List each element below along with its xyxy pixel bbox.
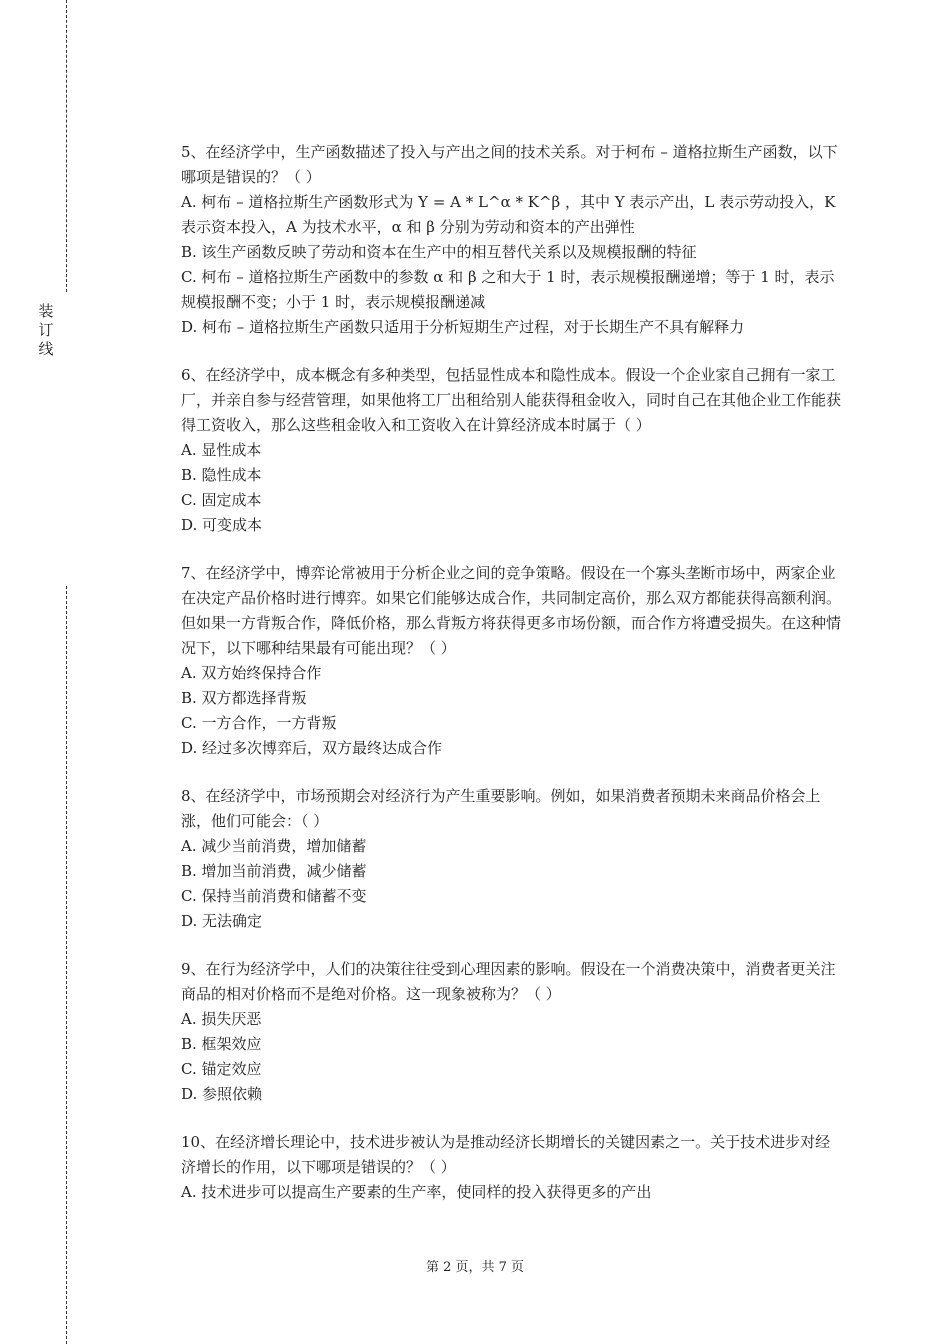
question-text: 6、在经济学中，成本概念有多种类型，包括显性成本和隐性成本。假设一个企业家自己拥有一家工厂，并亲自参与经营管理，如果他将工厂出租给别人能获得租金收入，同时自己在其他企业工作能获得工资收入，那么这些租金收入和工资收入在计算经济成本时属于（ ） [181,366,842,434]
option-a: A. 技术进步可以提高生产要素的生产率，使同样的投入获得更多的产出 [181,1183,652,1201]
page-number: 第 2 页，共 7 页 [425,1260,525,1275]
binding-label: 装订线 [38,302,54,358]
question-text: 9、在行为经济学中，人们的决策往往受到心理因素的影响。假设在一个消费决策中，消费者更关注商品的相对价格而不是绝对价格。这一现象被称为？（ ） [181,960,836,1003]
question-text: 7、在经济学中，博弈论常被用于分析企业之间的竞争策略。假设在一个寡头垄断市场中，两家企业在决定产品价格时进行博弈。如果它们能够达成合作，共同制定高价，那么双方都能获得高额利润。但如果一方背叛合作，降低价格，那么背叛方将获得更多市场份额，而合作方将遭受损失。在这种情况下，以下哪种结果最有可能出现？（ ） [181,564,842,657]
option-d: D. 柯布 – 道格拉斯生产函数只适用于分析短期生产过程，对于长期生产不具有解释力 [181,318,745,336]
option-c: C. 固定成本 [181,491,262,509]
option-b: B. 增加当前消费，减少储蓄 [181,862,367,880]
option-a: A. 双方始终保持合作 [181,664,322,682]
option-a: A. 减少当前消费，增加储蓄 [181,837,367,855]
binding-line-bottom [66,586,67,1344]
question-10 [181,1130,841,1205]
option-d: D. 经过多次博弈后，双方最终达成合作 [181,739,443,757]
option-d: D. 无法确定 [181,912,263,930]
question-7 [181,561,841,761]
option-a: A. 柯布 – 道格拉斯生产函数形式为 Y = A * L^α * K^β ，其中 Y 表示产出，L 表示劳动投入，K 表示资本投入，A 为技术水平，α 和 β 分别为劳动和资本的产出弹性 [181,193,836,236]
option-a: A. 损失厌恶 [181,1010,262,1028]
option-b: B. 隐性成本 [181,466,262,484]
option-d: D. 可变成本 [181,516,263,534]
question-text: 5、在经济学中，生产函数描述了投入与产出之间的技术关系。对于柯布 – 道格拉斯生产函数，以下哪项是错误的？（ ） [181,143,838,186]
question-8 [181,784,841,934]
question-text: 8、在经济学中，市场预期会对经济行为产生重要影响。例如，如果消费者预期未来商品价格会上涨，他们可能会：（ ） [181,787,821,830]
option-c: C. 锚定效应 [181,1060,262,1078]
option-c: C. 保持当前消费和储蓄不变 [181,887,367,905]
option-b: B. 双方都选择背叛 [181,689,307,707]
option-c: C. 柯布 – 道格拉斯生产函数中的参数 α 和 β 之和大于 1 时，表示规模报酬递增；等于 1 时，表示规模报酬不变；小于 1 时，表示规模报酬递减 [181,268,835,311]
question-6 [181,363,841,538]
option-d: D. 参照依赖 [181,1085,263,1103]
question-5 [181,140,841,340]
binding-line-top [66,0,67,292]
question-9 [181,957,841,1107]
option-c: C. 一方合作，一方背叛 [181,714,337,732]
option-b: B. 该生产函数反映了劳动和资本在生产中的相互替代关系以及规模报酬的特征 [181,243,697,261]
question-list [181,140,841,1228]
option-a: A. 显性成本 [181,441,262,459]
question-text: 10、在经济增长理论中，技术进步被认为是推动经济长期增长的关键因素之一。关于技术进步对经济增长的作用，以下哪项是错误的？（ ） [181,1133,831,1176]
option-b: B. 框架效应 [181,1035,262,1053]
